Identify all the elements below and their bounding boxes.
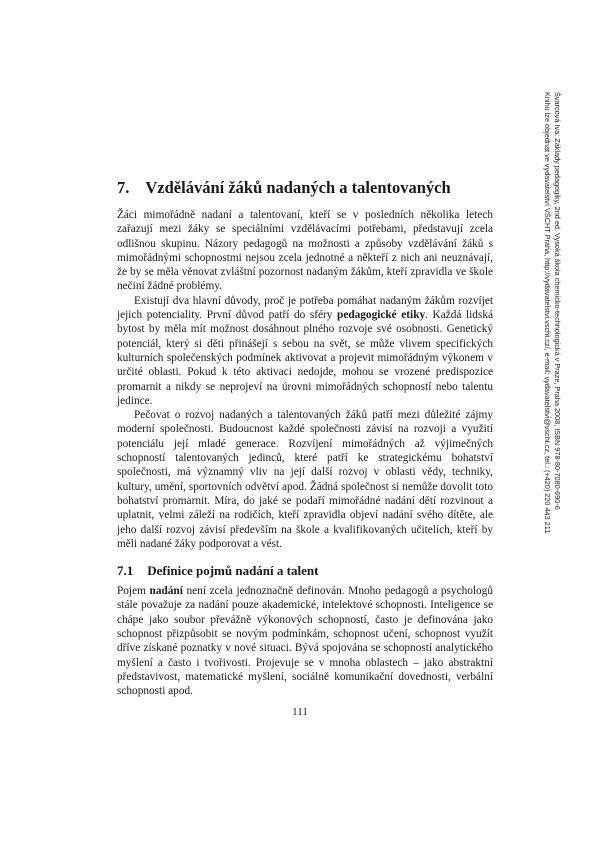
side-note-ordering: Knihu lze objednat ve vydavatelství VŠCHT Praha, http://vydavatelstvi.vscht.cz/, e-mail: vydavatelstvi@vscht.cz, tel.: (+420) 220 443 211	[543, 92, 552, 534]
section-paragraph-text-a: Pojem	[117, 585, 150, 598]
publisher-side-note	[542, 92, 562, 592]
paragraph-2-text-b: . Každá lidská bytost by měla mít možnost dosáhnout plného rozvoje své osobnosti. Genetický potenciál, který si děti přinášejí s sebou na svět, se může vlivem specifických kulturních společenských podmínek aktivovat a projevit mimořádným výkonem v určité oblasti. Pokud k této aktivaci nedojde, mohou se vrozené predispozice promarnit a nikdy se neprojeví na úrovni mimořádných schopností nebo talentu jedince.	[117, 309, 493, 407]
chapter-paragraph-2	[117, 294, 493, 408]
page-number: 111	[292, 706, 308, 718]
chapter-heading	[117, 178, 493, 198]
chapter-paragraph-3: Pečovat o rozvoj nadaných a talentovaných žáků patří mezi důležité zájmy moderní společnosti. Budoucnost každé společnosti závisí na rozvoji a využití potenciálu její mladé generace. Rozvíjení mimořádných až výjimečných schopností talentovaných jedinců, které patří ke strategickému bohatství společnosti, má významný vliv na její další rozvoj v oblasti vědy, techniky, kultury, umění, sportovních odvětví apod. Žádná společnost si nemůže dovolit toto bohatství promarnit. Míra, do jaké se podaří mimořádné nadání dětí rozvinout a uplatnit, velmi záleží na rodičích, kteří zpravidla objeví nadání svého dítěte, ale jeho další rozvoj závisí především na škole a kvalifikovaných učitelích, kteří by měli nadané žáky podporovat a vést.	[117, 409, 493, 550]
section-heading	[117, 563, 493, 579]
paragraph-2-text-a: Existují dva hlavní důvody, proč je potřeba pomáhat nadaným žákům rozvíjet jejich potenciality. První důvod patří do sféry	[117, 294, 493, 322]
section-paragraph-text-b: není zcela jednoznačně definován. Mnoho pedagogů a psychologů stále považuje za nadání pouze akademické, intelektové schopnosti. Inteligence se chápe jako soubor převážně výkonových schopností, často je definována jako schopnost přizpůsobit se novým podmínkám, schopnost učení, schopnost využít dříve získané poznatky v nové situaci. Bývá spojována se schopností analytického myšlení a často i tvořivosti. Projevuje se v mnoha oblastech – jako abstraktní představivost, matematické myšlení, sociálně komunikační dovednosti, verbální schopnosti apod.	[117, 585, 493, 698]
paragraph-2-emphasis: pedagogické etiky	[337, 309, 426, 322]
chapter-title: Vzdělávání žáků nadaných a talentovaných	[145, 178, 451, 197]
chapter-number: 7.	[117, 178, 130, 197]
section-paragraph-1	[117, 584, 493, 698]
section-title: Definice pojmů nadání a talent	[147, 563, 319, 579]
side-note-citation: Švarcová Iva: Základy pedagogiky, 2nd ed. Vysoká škola chemicko-technologická v Praze, Praha 2008, ISBN 978-80-7080-690-6	[553, 92, 562, 510]
section-number: 7.1	[117, 563, 134, 579]
page-content	[117, 178, 493, 699]
chapter-paragraph-1: Žáci mimořádně nadaní a talentovaní, kteří se v posledních několika letech zařazují mezi žáky se speciálními vzdělávacími potřebami, představují zcela odlišnou skupinu. Názory pedagogů na možnosti a způsoby vzdělávání žáků s mimořádnými schopnostmi nejsou zcela jednotné a někteří z nich ani neuznávají, že by se měla věnovat zvláštní pozornost nadaným žákům, kteří zpravidla ve škole nečiní žádné problémy.	[117, 209, 493, 293]
section-paragraph-emphasis: nadání	[149, 585, 183, 598]
